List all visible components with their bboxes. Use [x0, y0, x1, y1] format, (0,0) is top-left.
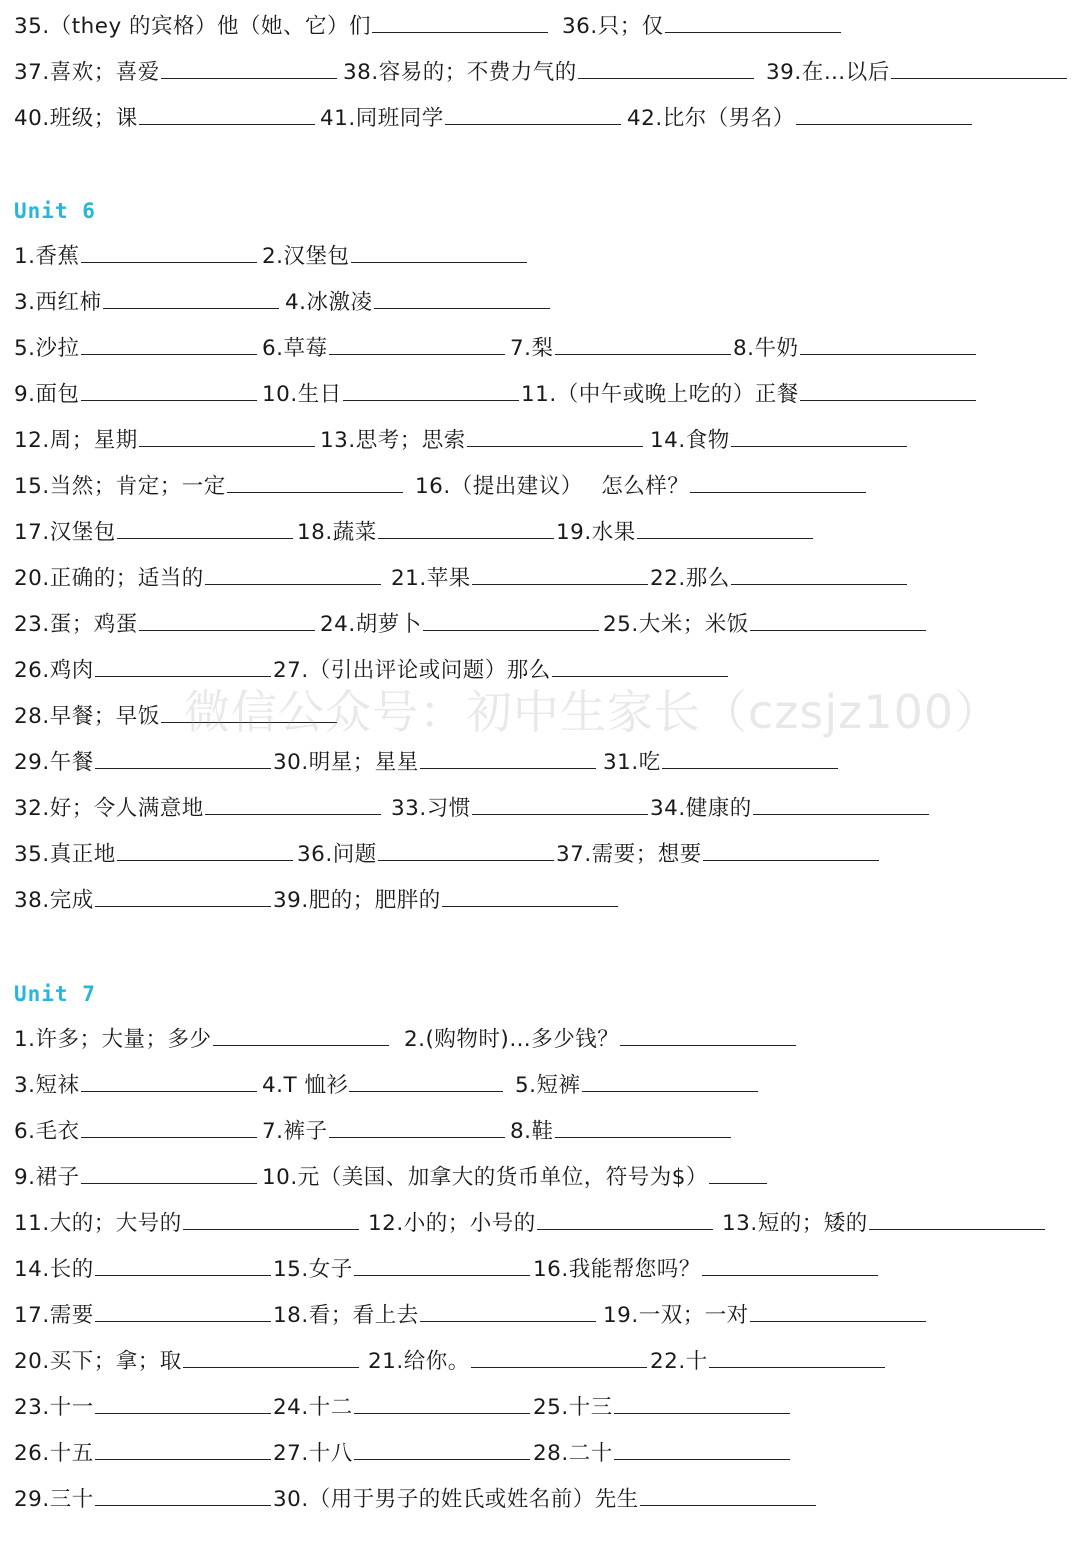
answer-blank[interactable] — [213, 1023, 389, 1046]
vocab-item — [14, 651, 271, 691]
vocab-item — [650, 559, 907, 599]
answer-blank[interactable] — [227, 470, 403, 493]
answer-blank[interactable] — [703, 838, 879, 861]
vocab-prompt: 37.喜欢；喜爱 — [14, 60, 160, 85]
vocab-item — [285, 283, 550, 323]
answer-blank[interactable] — [472, 562, 648, 585]
vocab-prompt: 23.蛋；鸡蛋 — [14, 612, 138, 637]
vocab-item — [391, 789, 648, 829]
vocab-prompt: 26.十五 — [14, 1441, 94, 1466]
vocab-prompt: 3.短袜 — [14, 1073, 80, 1098]
vocab-prompt: 27.十八 — [273, 1441, 353, 1466]
answer-blank[interactable] — [103, 286, 279, 309]
vocab-item — [14, 1066, 257, 1106]
answer-blank[interactable] — [472, 792, 648, 815]
answer-blank[interactable] — [329, 332, 505, 355]
answer-blank[interactable] — [750, 608, 926, 631]
vocab-prompt: 5.短裤 — [515, 1073, 581, 1098]
vocab-prompt: 9.面包 — [14, 382, 80, 407]
vocab-item — [533, 1434, 790, 1474]
answer-blank[interactable] — [537, 1207, 713, 1230]
answer-blank[interactable] — [183, 1345, 359, 1368]
vocab-item — [14, 559, 381, 599]
answer-blank[interactable] — [731, 424, 907, 447]
vocab-item — [556, 513, 813, 553]
answer-blank[interactable] — [442, 884, 618, 907]
vocab-prompt: 20.买下；拿；取 — [14, 1349, 182, 1374]
answer-blank[interactable] — [117, 838, 293, 861]
vocab-item — [521, 375, 976, 415]
answer-blank[interactable] — [95, 1483, 271, 1506]
vocab-item — [510, 1112, 731, 1152]
vocab-prompt: 6.草莓 — [262, 336, 328, 361]
vocab-item — [320, 421, 643, 461]
answer-blank[interactable] — [161, 700, 337, 723]
vocab-prompt: 24.十二 — [273, 1395, 353, 1420]
vocab-prompt: 38.容易的；不费力气的 — [343, 60, 577, 85]
vocab-prompt: 18.蔬菜 — [297, 520, 377, 545]
answer-blank[interactable] — [81, 240, 257, 263]
vocab-prompt: 30.明星；星星 — [273, 750, 419, 775]
vocab-prompt: 14.长的 — [14, 1257, 94, 1282]
vocab-prompt: 7.裤子 — [262, 1119, 328, 1144]
vocab-prompt: 2.(购物时)…多少钱？ — [404, 1027, 620, 1052]
vocab-item — [273, 1250, 530, 1290]
vocab-item — [262, 1112, 505, 1152]
vocab-prompt: 37.需要；想要 — [556, 842, 702, 867]
answer-blank[interactable] — [354, 1437, 530, 1460]
vocab-prompt: 14.食物 — [650, 428, 730, 453]
answer-blank[interactable] — [95, 654, 271, 677]
answer-blank[interactable] — [351, 240, 527, 263]
vocab-item — [533, 1388, 790, 1428]
answer-blank[interactable] — [95, 884, 271, 907]
answer-blank[interactable] — [354, 1391, 530, 1414]
vocab-prompt: 25.十三 — [533, 1395, 613, 1420]
answer-blank[interactable] — [731, 562, 907, 585]
answer-blank[interactable] — [869, 1207, 1045, 1230]
answer-blank[interactable] — [420, 1299, 596, 1322]
vocab-item — [722, 1204, 1045, 1244]
answer-blank[interactable] — [81, 1069, 257, 1092]
answer-blank[interactable] — [378, 516, 554, 539]
vocab-prompt: 31.吃 — [603, 750, 661, 775]
vocab-item — [14, 421, 315, 461]
answer-blank[interactable] — [205, 792, 381, 815]
answer-blank[interactable] — [582, 1069, 758, 1092]
vocab-prompt: 9.裙子 — [14, 1165, 80, 1190]
answer-blank[interactable] — [690, 470, 866, 493]
vocab-prompt: 18.看；看上去 — [273, 1303, 419, 1328]
vocab-prompt: 19.水果 — [556, 520, 636, 545]
vocab-item — [766, 53, 1067, 93]
vocab-prompt: 15.当然；肯定；一定 — [14, 474, 226, 499]
vocab-prompt: 24.胡萝卜 — [320, 612, 422, 637]
vocab-item — [273, 1434, 530, 1474]
vocab-prompt: 36.只；仅 — [562, 14, 664, 39]
vocab-item — [14, 605, 315, 645]
vocab-item — [273, 1480, 816, 1520]
vocab-prompt: 20.正确的；适当的 — [14, 566, 204, 591]
answer-blank[interactable] — [161, 56, 337, 79]
vocab-prompt: 17.需要 — [14, 1303, 94, 1328]
vocab-item — [14, 1204, 359, 1244]
vocab-prompt: 22.十 — [650, 1349, 708, 1374]
vocab-prompt: 1.香蕉 — [14, 244, 80, 269]
answer-blank[interactable] — [555, 1115, 731, 1138]
vocab-item — [14, 1250, 271, 1290]
vocab-item — [297, 513, 554, 553]
vocab-item — [273, 881, 618, 921]
answer-blank[interactable] — [796, 102, 972, 125]
vocab-prompt: 22.那么 — [650, 566, 730, 591]
vocab-item — [14, 283, 279, 323]
vocab-prompt: 15.女子 — [273, 1257, 353, 1282]
vocab-item — [415, 467, 866, 507]
vocab-prompt: 12.小的；小号的 — [368, 1211, 536, 1236]
vocab-item — [273, 1296, 596, 1336]
vocab-prompt: 2.汉堡包 — [262, 244, 350, 269]
answer-blank[interactable] — [139, 102, 315, 125]
vocab-item — [343, 53, 754, 93]
vocab-item — [14, 835, 293, 875]
vocab-prompt: 10.元（美国、加拿大的货币单位，符号为$） — [262, 1165, 708, 1190]
answer-blank[interactable] — [95, 1437, 271, 1460]
vocab-prompt: 8.鞋 — [510, 1119, 554, 1144]
vocab-prompt: 16.（提出建议） 怎么样？ — [415, 474, 690, 499]
vocab-item — [650, 789, 929, 829]
answer-blank[interactable] — [891, 56, 1067, 79]
vocab-prompt: 34.健康的 — [650, 796, 752, 821]
answer-blank[interactable] — [467, 424, 643, 447]
answer-blank[interactable] — [420, 746, 596, 769]
vocab-prompt: 3.西红柿 — [14, 290, 102, 315]
answer-blank[interactable] — [471, 1345, 647, 1368]
worksheet-page — [14, 0, 1074, 1553]
vocab-item — [515, 1066, 758, 1106]
vocab-item — [262, 329, 505, 369]
answer-blank[interactable] — [709, 1345, 885, 1368]
vocab-item — [262, 237, 527, 277]
vocab-prompt: 11.大的；大号的 — [14, 1211, 182, 1236]
unit-6-title: Unit 6 — [14, 199, 96, 223]
vocab-item — [14, 881, 271, 921]
vocab-prompt: 40.班级；课 — [14, 106, 138, 131]
vocab-item — [14, 99, 315, 139]
answer-blank[interactable] — [614, 1391, 790, 1414]
vocab-prompt: 23.十一 — [14, 1395, 94, 1420]
answer-blank[interactable] — [374, 286, 550, 309]
answer-blank[interactable] — [614, 1437, 790, 1460]
vocab-prompt: 28.早餐；早饭 — [14, 704, 160, 729]
answer-blank[interactable] — [81, 332, 257, 355]
vocab-item — [14, 237, 257, 277]
vocab-prompt: 28.二十 — [533, 1441, 613, 1466]
answer-blank[interactable] — [702, 1253, 878, 1276]
answer-blank[interactable] — [95, 1253, 271, 1276]
answer-blank[interactable] — [552, 654, 728, 677]
vocab-item — [404, 1020, 796, 1060]
vocab-prompt: 32.好；令人满意地 — [14, 796, 204, 821]
vocab-item — [14, 513, 293, 553]
vocab-item — [603, 605, 926, 645]
vocab-prompt: 35.（they 的宾格）他（她、它）们 — [14, 14, 372, 39]
vocab-prompt: 12.周；星期 — [14, 428, 138, 453]
vocab-prompt: 7.梨 — [510, 336, 554, 361]
answer-blank[interactable] — [343, 378, 519, 401]
vocab-item — [273, 1388, 530, 1428]
vocab-prompt: 29.午餐 — [14, 750, 94, 775]
unit-7-title: Unit 7 — [14, 982, 96, 1006]
answer-blank[interactable] — [81, 1115, 257, 1138]
answer-blank[interactable] — [637, 516, 813, 539]
answer-blank[interactable] — [349, 1069, 503, 1092]
answer-blank[interactable] — [81, 378, 257, 401]
answer-blank[interactable] — [95, 746, 271, 769]
answer-blank[interactable] — [354, 1253, 530, 1276]
vocab-prompt: 13.思考；思索 — [320, 428, 466, 453]
answer-blank[interactable] — [205, 562, 381, 585]
vocab-prompt: 30.（用于男子的姓氏或姓名前）先生 — [273, 1487, 639, 1512]
answer-blank[interactable] — [183, 1207, 359, 1230]
answer-blank[interactable] — [578, 56, 754, 79]
answer-blank[interactable] — [81, 1161, 257, 1184]
vocab-item — [14, 467, 403, 507]
vocab-item — [627, 99, 972, 139]
vocab-item — [14, 375, 257, 415]
answer-blank[interactable] — [117, 516, 293, 539]
answer-blank[interactable] — [423, 608, 599, 631]
vocab-prompt: 25.大米；米饭 — [603, 612, 749, 637]
vocab-item — [297, 835, 554, 875]
vocab-item — [14, 1342, 359, 1382]
answer-blank[interactable] — [378, 838, 554, 861]
vocab-prompt: 21.给你。 — [368, 1349, 470, 1374]
watermark: 微信公众号：初中生家长（czsjz100） — [184, 685, 1002, 739]
answer-blank[interactable] — [750, 1299, 926, 1322]
vocab-item — [14, 1388, 271, 1428]
vocab-prompt: 42.比尔（男名） — [627, 106, 795, 131]
vocab-item — [14, 1296, 271, 1336]
vocab-prompt: 21.苹果 — [391, 566, 471, 591]
vocab-item — [556, 835, 879, 875]
vocab-item — [262, 1066, 503, 1106]
vocab-prompt: 39.在…以后 — [766, 60, 890, 85]
vocab-item — [650, 1342, 885, 1382]
vocab-item — [368, 1342, 647, 1382]
vocab-prompt: 29.三十 — [14, 1487, 94, 1512]
vocab-item — [562, 7, 841, 47]
vocab-prompt: 8.牛奶 — [733, 336, 799, 361]
vocab-prompt: 4.T 恤衫 — [262, 1073, 349, 1098]
answer-blank[interactable] — [620, 1023, 796, 1046]
vocab-item — [14, 7, 548, 47]
answer-blank[interactable] — [800, 378, 976, 401]
answer-blank[interactable] — [139, 424, 315, 447]
vocab-prompt: 39.肥的；肥胖的 — [273, 888, 441, 913]
vocab-prompt: 38.完成 — [14, 888, 94, 913]
vocab-item — [273, 651, 728, 691]
answer-blank[interactable] — [800, 332, 976, 355]
answer-blank[interactable] — [753, 792, 929, 815]
vocab-prompt: 19.一双；一对 — [603, 1303, 749, 1328]
vocab-item — [14, 1158, 257, 1198]
vocab-prompt: 10.生日 — [262, 382, 342, 407]
vocab-prompt: 26.鸡肉 — [14, 658, 94, 683]
vocab-item — [14, 1434, 271, 1474]
vocab-item — [603, 1296, 926, 1336]
vocab-item — [391, 559, 648, 599]
vocab-item — [510, 329, 731, 369]
vocab-prompt: 5.沙拉 — [14, 336, 80, 361]
vocab-prompt: 1.许多；大量；多少 — [14, 1027, 212, 1052]
vocab-prompt: 33.习惯 — [391, 796, 471, 821]
vocab-item — [320, 605, 599, 645]
vocab-item — [14, 1480, 271, 1520]
vocab-item — [262, 375, 519, 415]
vocab-prompt: 6.毛衣 — [14, 1119, 80, 1144]
answer-blank[interactable] — [139, 608, 315, 631]
answer-blank[interactable] — [709, 1161, 767, 1184]
vocab-item — [14, 789, 381, 829]
answer-blank[interactable] — [445, 102, 621, 125]
answer-blank[interactable] — [95, 1299, 271, 1322]
vocab-prompt: 4.冰激凌 — [285, 290, 373, 315]
vocab-item — [320, 99, 621, 139]
vocab-item — [603, 743, 838, 783]
vocab-item — [650, 421, 907, 461]
answer-blank[interactable] — [95, 1391, 271, 1414]
vocab-item — [14, 743, 271, 783]
vocab-item — [368, 1204, 713, 1244]
vocab-prompt: 17.汉堡包 — [14, 520, 116, 545]
vocab-item — [733, 329, 976, 369]
vocab-prompt: 36.问题 — [297, 842, 377, 867]
vocab-item — [14, 1020, 389, 1060]
vocab-item — [533, 1250, 878, 1290]
vocab-prompt: 13.短的；矮的 — [722, 1211, 868, 1236]
answer-blank[interactable] — [372, 10, 548, 33]
answer-blank[interactable] — [662, 746, 838, 769]
vocab-prompt: 16.我能帮您吗？ — [533, 1257, 701, 1282]
vocab-item — [262, 1158, 767, 1198]
vocab-prompt: 11.（中午或晚上吃的）正餐 — [521, 382, 799, 407]
answer-blank[interactable] — [555, 332, 731, 355]
vocab-prompt: 41.同班同学 — [320, 106, 444, 131]
vocab-item — [14, 329, 257, 369]
vocab-item — [14, 53, 337, 93]
answer-blank[interactable] — [640, 1483, 816, 1506]
answer-blank[interactable] — [665, 10, 841, 33]
vocab-prompt: 35.真正地 — [14, 842, 116, 867]
vocab-item — [273, 743, 596, 783]
vocab-item — [14, 697, 337, 737]
vocab-prompt: 27.（引出评论或问题）那么 — [273, 658, 551, 683]
vocab-item — [14, 1112, 257, 1152]
answer-blank[interactable] — [329, 1115, 505, 1138]
